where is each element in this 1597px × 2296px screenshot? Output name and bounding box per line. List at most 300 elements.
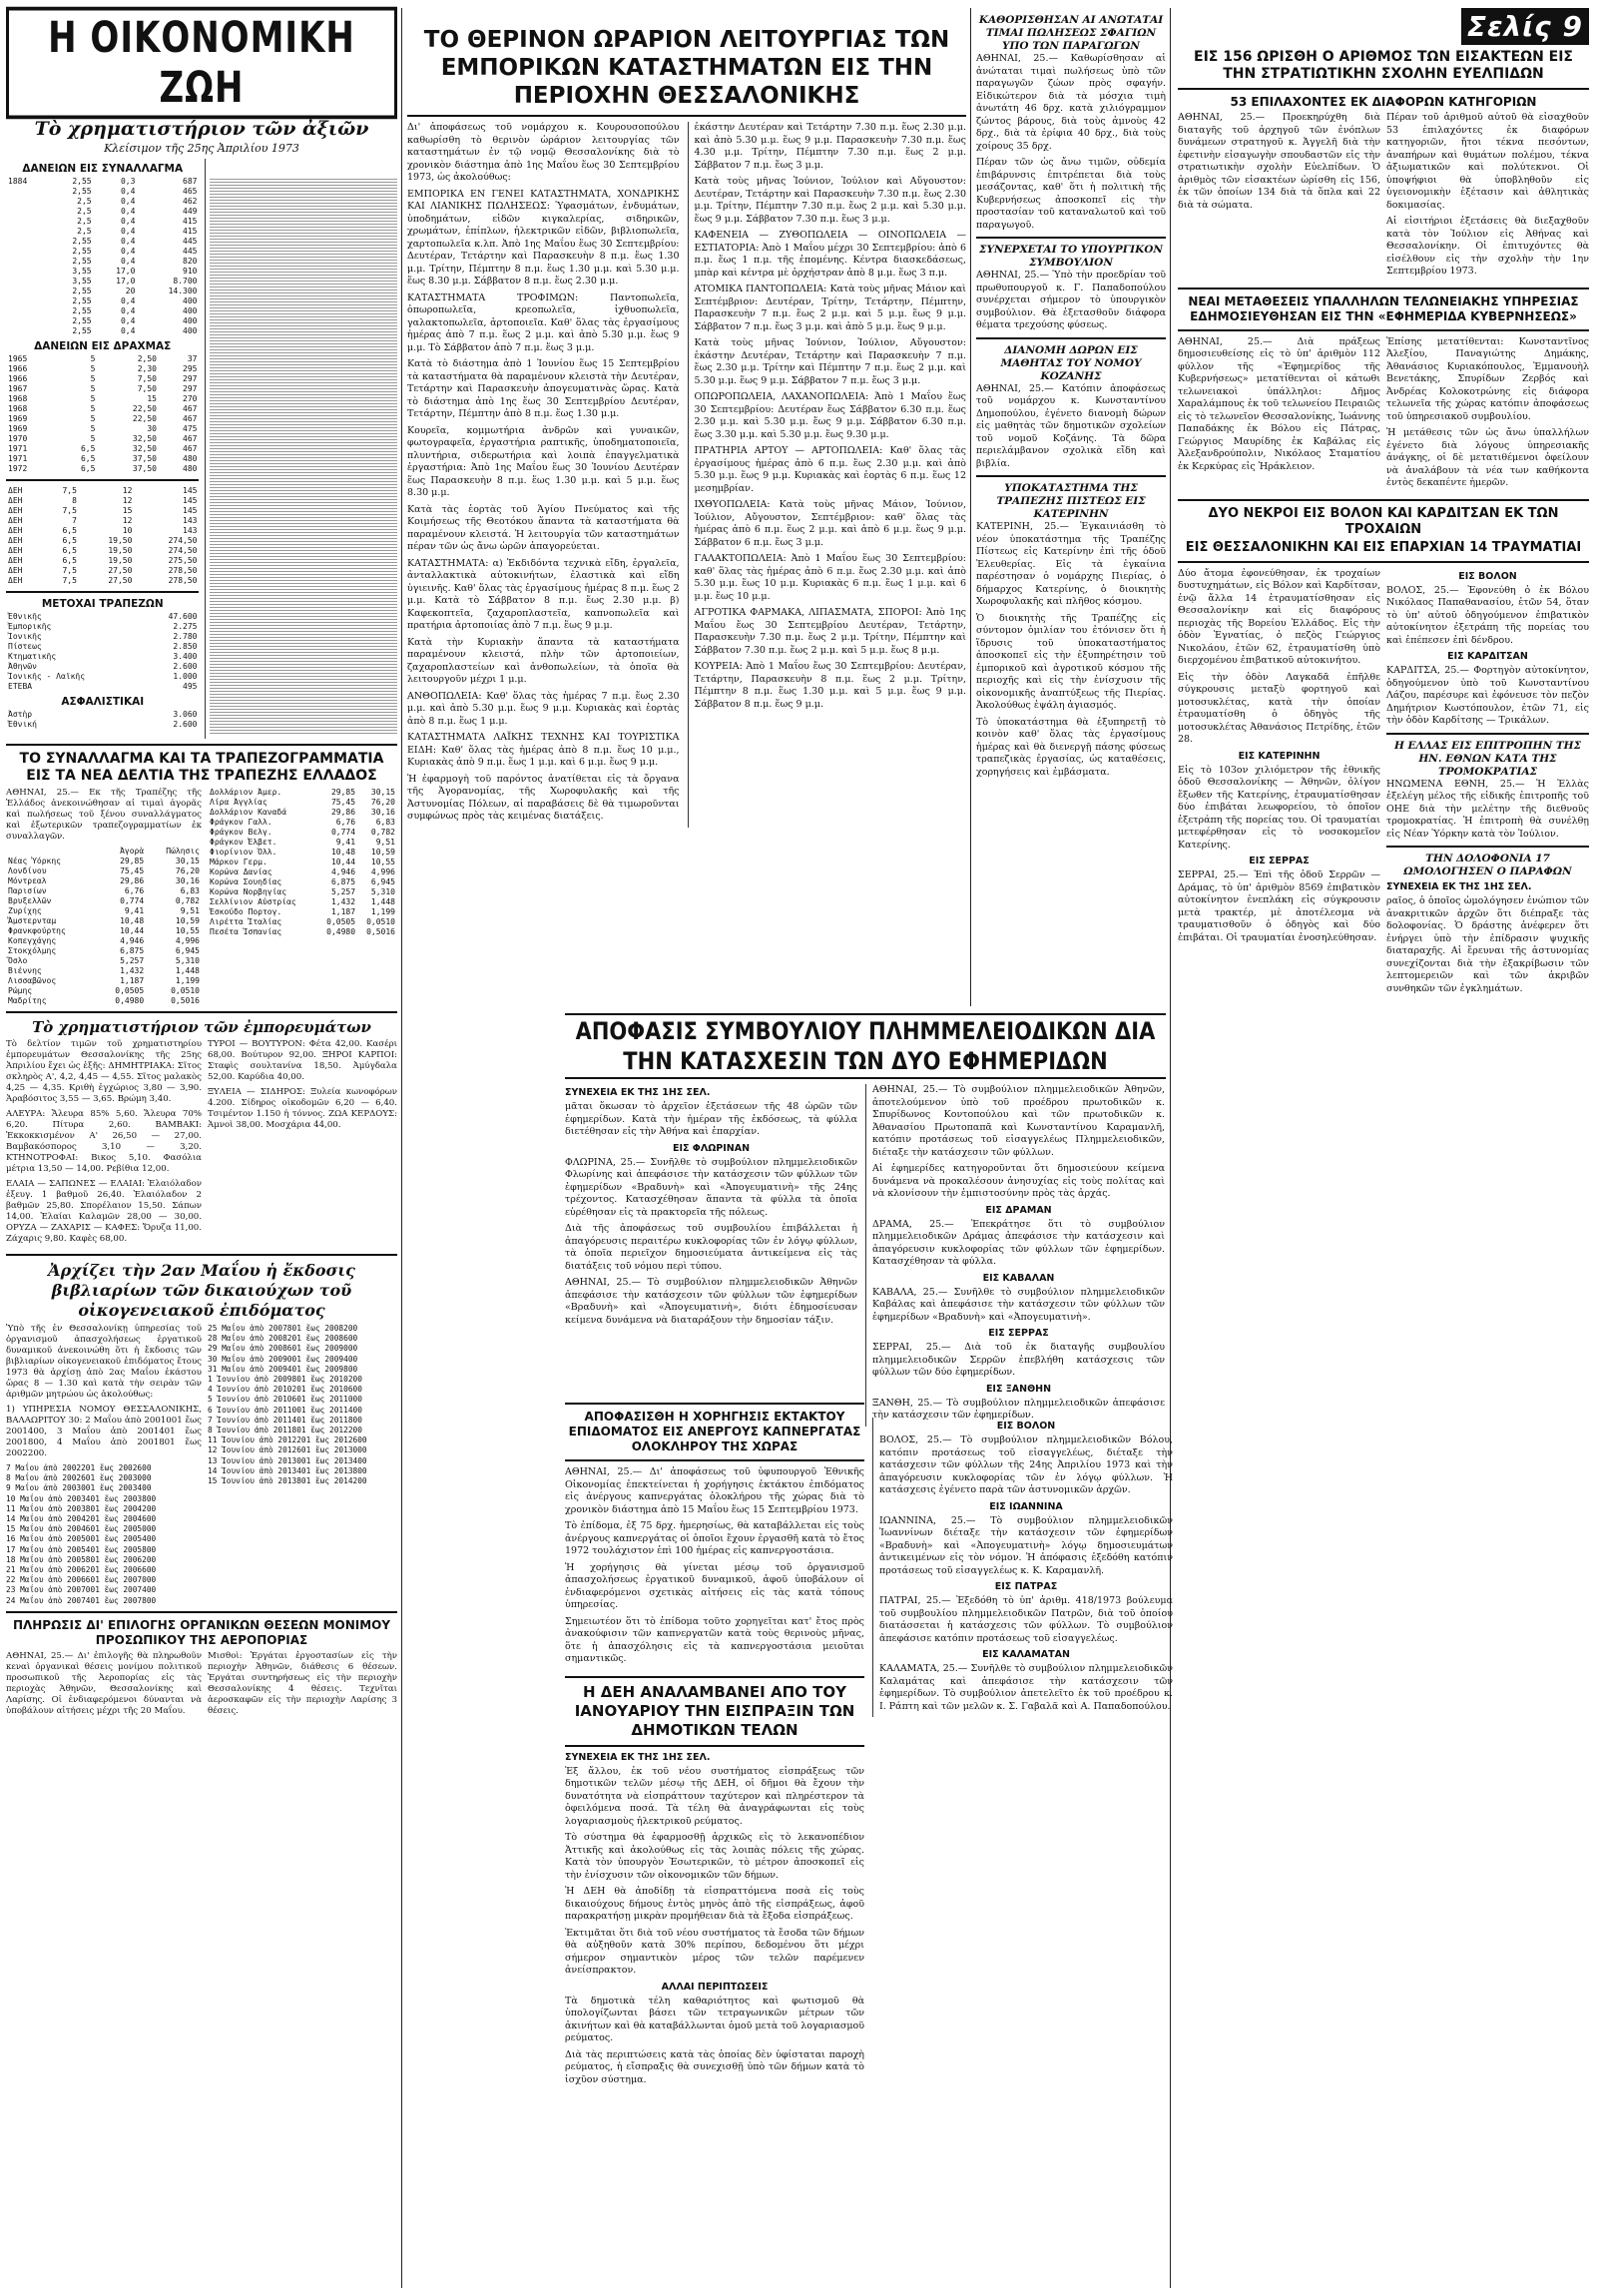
court-sec-xanthi: ΕΙΣ ΞΑΝΘΗΝ	[985, 1383, 1052, 1395]
shop-hours-c3-p6: ΟΠΩΡΟΠΩΛΕΙΑ, ΛΑΧΑΝΟΠΩΛΕΙΑ: Ἀπὸ 1 Μαΐου ἕως 30 Σεπτεμβρίου: Δευτέραν ἕως Σάββατον 6.30 π.μ. ἕως 2.30 μ.μ. καὶ 5.30 μ.μ. ἕως 9 μ.μ. Σάββατον 6.30 π.μ. ἕως 3.30 μ.μ. καὶ 5.30 μ.μ. ἕως 9.30 μ.μ.	[694, 391, 966, 440]
quote-cell: Ἰονικῆς - Λαϊκῆς	[8, 672, 86, 681]
deh-p5: Τὰ δημοτικὰ τέλη καθαριότητος καὶ φωτισμοῦ θὰ ὑπολογίζωνται βάσει τῶν τετραγωνικῶν μέτρων τῶν ἀκινήτων καὶ θὰ καταβάλλωνται ὁμοῦ μετὰ τοῦ λογαριασμοῦ ρεύματος.	[565, 1995, 864, 2043]
quote-cell: Μαδρίτης	[8, 996, 47, 1005]
quote-row	[6, 384, 199, 394]
schedule-entry: 17 Μαΐου ἀπὸ 2005401 ἕως 2005800	[6, 1544, 157, 1554]
quote-cell: 467	[183, 434, 198, 443]
murder-p: ραῖος, ὁ ὁποῖος ὡμολόγησεν ἐνώπιον τῶν ἀνακριτικῶν ἀρχῶν ὅτι διέπραξε τὰς δολοφονίας. Ὁ δράστης ἀνέφερεν ὅτι ἐνήργει ὑπὸ τὴν ἐπίδρασιν ψυχικῆς διαταραχῆς. Αἱ ἔρευναι τῆς ἀστυνομίας συνεχίζονται διὰ τὴν ἐξακρίβωσιν τῶν λεπτομερειῶν καὶ τῶν ἀκριβῶν συνθηκῶν τῶν ἐγκλημάτων.	[1386, 895, 1589, 994]
quote-cell: 12	[122, 496, 133, 505]
quote-cell: 75,45	[120, 866, 145, 875]
quote-cell: 7	[72, 516, 77, 525]
quote-row	[6, 612, 199, 622]
quote-cell: 275,50	[168, 556, 198, 565]
quote-cell: 5,310	[370, 887, 395, 896]
quote-row	[208, 927, 397, 937]
quote-cell: 6,875	[330, 877, 356, 886]
quote-cell: Ἀθηνῶν	[8, 662, 37, 671]
shop-hours-c3-p7: ΠΡΑΤΗΡΙΑ ΑΡΤΟΥ — ΑΡΤΟΠΩΛΕΙΑ: Καθ' ὅλας τὰς ἐργασίμους ἡμέρας ἀπὸ 6 π.μ. ἕως 2.30 μ.μ. καὶ ἀπὸ 5.30 μ.μ. ἕως 9 μ.μ. Κυριακὰς καὶ ἑορτὰς 6 π.μ. ἕως 12 μεσημβρίαν.	[694, 445, 966, 494]
quote-cell: 1971	[8, 444, 28, 453]
quote-cell	[6, 257, 50, 267]
quote-cell: Στοκχόλμης	[8, 946, 57, 955]
bank-branch-p3: Τὸ ὑποκατάστημα θὰ ἐξυπηρετῇ τὸ κοινὸν καθ' ὅλας τὰς ἐργασίμους ἡμέρας καὶ θὰ διενεργῇ πάσης φύσεως τραπεζικὰς ἐργασίας, ὡς καταθέσεις, χορηγήσεις καὶ ἐμβάσματα.	[976, 716, 1166, 778]
schedule-entry: 7 Ἰουνίου ἀπὸ 2011401 ἕως 2011800	[208, 1415, 362, 1425]
quote-cell: 400	[183, 316, 198, 325]
quote-row	[208, 798, 397, 808]
quote-cell: Ζυρίχης	[8, 906, 42, 915]
quote-cell	[6, 277, 50, 287]
quote-cell: Σελλίνιον Αὐστρίας	[210, 897, 296, 906]
bank-branch-title: ΥΠΟΚΑΤΑΣΤΗΜΑ ΤΗΣ ΤΡΑΠΕΖΗΣ ΠΙΣΤΕΩΣ ΕΙΣ ΚΑΤΕΡΙΝΗΝ	[996, 482, 1146, 520]
quote-cell: 1,199	[175, 976, 200, 985]
quote-cell: 1972	[8, 464, 28, 473]
quote-cell	[6, 227, 50, 237]
quote-row	[6, 886, 202, 896]
allowance-schedule-b	[208, 1324, 397, 1486]
quote-cell: 0,774	[330, 828, 356, 837]
quote-cell: 30,15	[175, 857, 200, 865]
quote-cell: 0,4	[120, 227, 136, 236]
quote-row	[6, 876, 202, 886]
quote-cell: 687	[183, 177, 198, 186]
quote-cell: 0,0505	[115, 986, 145, 995]
shop-hours-p11: Ἡ ἐφαρμογὴ τοῦ παρόντος ἀνατίθεται εἰς τὰ ὄργανα τῆς Ἀγορανομίας, τῆς Χωροφυλακῆς καὶ τῆς Ἀστυνομίας Πόλεων, αἱ παραβάσεις δὲ θὰ τιμωροῦνται συμφώνως πρὸς τὰς κειμένας διατάξεις.	[407, 773, 680, 822]
quote-cell: 297	[183, 374, 198, 383]
quote-cell: 480	[183, 464, 198, 473]
quote-row	[208, 808, 397, 818]
quote-cell: 6,5	[80, 464, 96, 473]
quote-cell: 32,50	[132, 444, 157, 453]
quote-cell: 2,5	[77, 207, 92, 216]
gazette-title: ΝΕΑΙ ΜΕΤΑΘΕΣΕΙΣ ΥΠΑΛΛΗΛΩΝ ΤΕΛΩΝΕΙΑΚΗΣ ΥΠΗΡΕΣΙΑΣ ΕΔΗΜΟΣΙΕΥΘΗΣΑΝ ΕΙΣ ΤΗΝ «ΕΦΗΜΕΡΙΔΑ ΚΥΒΕΡΝΗΣΕΩΣ»	[1188, 293, 1579, 323]
shop-hours-c3-p11: ΚΟΥΡΕΙΑ: Ἀπὸ 1 Μαΐου ἕως 30 Σεπτεμβρίου: Δευτέραν, Τετάρτην, Παρασκευὴν 8 π.μ. ἕως 2 μ.μ. Τρίτην, Πέμπτην 8 π.μ. ἕως 1.30 μ.μ. καὶ 5 μ.μ. ἕως 9 μ.μ. Σάββατον 8 π.μ. ἕως 9 μ.μ.	[694, 661, 966, 710]
quote-row	[6, 896, 202, 906]
schedule-entry: 23 Μαΐου ἀπὸ 2007001 ἕως 2007400	[6, 1585, 157, 1595]
quote-cell: 0,4980	[326, 927, 356, 936]
quote-cell: 19,50	[108, 556, 133, 565]
quote-cell: Λισσαβῶνος	[8, 976, 57, 985]
quote-row	[6, 526, 199, 536]
quote-cell: 480	[183, 454, 198, 463]
quote-cell: 5	[90, 424, 96, 433]
quote-cell: 7,5	[62, 576, 77, 585]
quote-cell: 0,5016	[366, 927, 395, 936]
quote-cell: 15	[147, 394, 157, 403]
loans-foreign-heading: ΔΑΝΕΙΩΝ ΕΙΣ ΣΥΝΑΛΛΑΓΜΑ	[22, 163, 184, 175]
quote-row	[208, 818, 397, 828]
quote-cell: 278,50	[168, 576, 198, 585]
accidents-volos: ΒΟΛΟΣ, 25.— Ἐφονεύθη ὁ ἐκ Βόλου Νικόλαος Παπαθανασίου, ἐτῶν 54, ὅταν τὸ ὑπ' αὐτοῦ ὁδηγούμενον ἐπιβατικὸν αὐτοκίνητον ἐξετράπη τῆς πορείας του καὶ ἐπέπεσεν ἐπὶ δένδρου.	[1386, 584, 1589, 646]
quote-row	[6, 326, 199, 336]
quote-cell: 0,0505	[326, 917, 356, 926]
column-finance	[6, 8, 397, 1721]
schedule-entry: 30 Μαΐου ἀπὸ 2009001 ἕως 2009400	[208, 1354, 358, 1364]
quote-cell: 1968	[8, 394, 28, 403]
quote-cell: 0,4	[120, 197, 136, 206]
quote-cell: ΕΤΕΒΑ	[8, 682, 33, 691]
quote-cell: 76,20	[370, 798, 395, 807]
quote-row	[6, 576, 199, 586]
quote-row	[6, 976, 202, 986]
quote-cell: 10,55	[370, 858, 395, 866]
quote-cell: 19,50	[108, 546, 133, 555]
quote-row	[6, 966, 202, 976]
quote-cell: 0,3	[120, 177, 136, 186]
quote-row	[6, 926, 202, 936]
accidents-title: ΔΥΟ ΝΕΚΡΟΙ ΕΙΣ ΒΟΛΟΝ ΚΑΙ ΚΑΡΔΙΤΣΑΝ ΕΚ ΤΩΝ ΤΡΟΧΑΙΩΝ	[1208, 505, 1559, 537]
quote-cell: 9,51	[375, 838, 395, 847]
court-sec-volos: ΕΙΣ ΒΟΛΟΝ	[996, 1421, 1056, 1432]
gazette-p2: Ἐπίσης μετατίθενται: Κωνσταντῖνος Ἀλεξίου, Παναγιώτης Δημάκης, Ἀθανάσιος Κυριακόπουλος, Ἐμμανουὴλ Βενετάκης, Σπυρίδων Ζερβός καὶ Ἀνδρέας Κολοκοτρώνης εἰς διάφορα τελωνεῖα τῆς χώρας κατόπιν ἀποφάσεως τοῦ ὑπηρεσιακοῦ συμβουλίου.	[1386, 335, 1589, 422]
quote-cell: 2,30	[137, 364, 157, 373]
evelpidon-title: ΕΙΣ 156 ΩΡΙΣΘΗ Ο ΑΡΙΘΜΟΣ ΤΩΝ ΕΙΣΑΚΤΕΩΝ ΕΙΣ ΤΗΝ ΣΤΡΑΤΙΩΤΙΚΗΝ ΣΧΟΛΗΝ ΕΥΕΛΠΙΔΩΝ	[1194, 49, 1573, 82]
meat-prices-title: ΚΑΘΟΡΙΣΘΗΣΑΝ ΑΙ ΑΝΩΤΑΤΑΙ ΤΙΜΑΙ ΠΩΛΗΣΕΩΣ ΣΦΑΓΙΩΝ ΥΠΟ ΤΩΝ ΠΑΡΑΓΩΓΩΝ	[978, 14, 1164, 52]
quote-cell: 6,83	[375, 818, 395, 827]
loans-drachma-table	[6, 354, 199, 474]
court2-p5: ΠΑΤΡΑΙ, 25.— Ἐξεδόθη τὸ ὑπ' ἀριθμ. 418/1973 βούλευμα τοῦ συμβουλίου πλημμελειοδικῶν Πατρῶν, διὰ τοῦ ὁποίου διατάσσεται ἡ κατάσχεσις τῶν φύλλων. Τὸ συμβούλιον ἀπεφάσισε κατόπιν προτάσεως τοῦ εἰσαγγελέως.	[879, 1595, 1173, 1644]
quote-cell: 465	[183, 187, 198, 196]
quote-row	[208, 788, 397, 798]
deh-title: Η ΔΕΗ ΑΝΑΛΑΜΒΑΝΕΙ ΑΠΟ ΤΟΥ ΙΑΝΟΥΑΡΙΟΥ ΤΗΝ ΕΙΣΠΡΑΞΙΝ ΤΩΝ ΔΗΜΟΤΙΚΩΝ ΤΕΛΩΝ	[574, 1682, 855, 1739]
quote-row	[6, 177, 199, 187]
airforce-text-2: Μισθοὶ: Ἐργάται ἐργοστασίων εἰς τὴν περιοχὴν Ἀθηνῶν, διάθεσις 6 θέσεων. Ἐργάται συντηρήσεως εἰς τὴν περιοχὴν Θεσσαλονίκης 4 θέσεις. Τεχνῖται ἀεροσκαφῶν εἰς τὴν περιοχὴν Λαρίσης 3 θέσεις.	[208, 1650, 397, 1716]
quote-cell: 47.600	[168, 612, 198, 621]
quote-cell: 17,0	[116, 277, 136, 286]
cabinet-p1: ΑΘΗΝΑΙ, 25.— Ὑπὸ τὴν προεδρίαν τοῦ πρωθυπουργοῦ κ. Γ. Παπαδοπούλου συνέρχεται σήμερον τὸ ὑπουργικὸν συμβούλιον. Θὰ ἐξετασθοῦν διάφορα θέματα τρεχούσης φύσεως.	[976, 270, 1166, 330]
allowance-schedule-a	[6, 1463, 202, 1606]
quote-cell: 76,20	[175, 866, 200, 875]
quote-cell: 274,50	[168, 546, 198, 555]
deh-p1: Ἐξ ἄλλου, ἐκ τοῦ νέου συστήματος εἰσπράξεως τῶν δημοτικῶν τελῶν μέσῳ τῆς ΔΕΗ, οἱ δῆμοι θὰ ἔχουν τὴν δυνατότητα νὰ εἰσπράττουν ταχύτερον καὶ πληρέστερον τὰ ὀφειλόμενα ποσά. Τὰ τέλη θὰ ἀναγράφωνται εἰς τοὺς λογαριασμοὺς ἠλεκτρικοῦ ρεύματος.	[565, 1765, 864, 1827]
murder-continued: ΣΥΝΕΧΕΙΑ ΕΚ ΤΗΣ 1ΗΣ ΣΕΛ.	[1386, 881, 1532, 892]
quote-cell: 2.600	[173, 720, 198, 729]
quote-cell: 1971	[8, 454, 28, 463]
shop-hours-c3-p10: ΑΓΡΟΤΙΚΑ ΦΑΡΜΑΚΑ, ΛΙΠΑΣΜΑΤΑ, ΣΠΟΡΟΙ: Ἀπὸ 1ης Μαΐου ἕως 30 Σεπτεμβρίου Δευτέραν, Τετάρτην, Παρασκευὴν 7.30 π.μ. ἕως 2 μ.μ. Τρίτην, Πέμπτην καὶ Σάββατον 7.30 π.μ. ἕως 2 μ.μ. καὶ 5 μ.μ. ἕως 8 μ.μ.	[694, 607, 966, 656]
quote-cell: 6,83	[180, 886, 200, 895]
terrorism-p: ΗΝΩΜΕΝΑ ΕΘΝΗ, 25.— Ἡ Ἑλλὰς ἐξελέγη μέλος τῆς εἰδικῆς ἐπιτροπῆς τοῦ ΟΗΕ διὰ τὴν μελέτην τῆς διεθνοῦς τρομοκρατίας. Ἡ ἐπιτροπὴ θὰ συνέλθῃ εἰς Νέαν Ὑόρκην κατὰ τὸν Ἰούλιον.	[1386, 778, 1589, 840]
quote-cell: 32,50	[132, 434, 157, 443]
quote-cell: 10,48	[120, 916, 145, 925]
quote-cell: 17,0	[116, 267, 136, 276]
accidents-sec-karditsa: ΕΙΣ ΚΑΡΔΙΤΣΑΝ	[1447, 651, 1528, 662]
stock-exchange-title: Τὸ χρηματιστήριον τῶν ἀξιῶν	[34, 118, 369, 140]
quote-cell: ΔΕΗ	[8, 556, 23, 565]
court-sec-patras: ΕΙΣ ΠΑΤΡΑΣ	[994, 1581, 1058, 1592]
quote-cell: 3.400	[173, 652, 198, 661]
quote-cell: Παρισίων	[8, 886, 47, 895]
meat-prices-p1: ΑΘΗΝΑΙ, 25.— Καθωρίσθησαν αἱ ἀνώταται τιμαὶ πωλήσεως ὑπὸ τῶν παραγωγῶν ζώων πρὸς σφαγήν. Εἰδικώτερον διὰ τὰ μόσχια τιμὴ ἀνωτάτη 46 δρχ. κατὰ χιλιόγραμμον ζώντος βάρους, διὰ τοὺς ἀμνοὺς 42 δρχ., διὰ τὰ ἐρίφια 40 δρχ., διὰ τοὺς χοίρους 35 δρχ.	[976, 53, 1166, 152]
evelpidon-p3: Αἱ εἰσιτήριοι ἐξετάσεις θὰ διεξαχθοῦν κατὰ τὸν Ἰούλιον εἰς Ἀθήνας καὶ Θεσσαλονίκην. Οἱ ἐπιτυχόντες θὰ εἰσέλθουν εἰς τὴν σχολὴν τὴν 1ην Σεπτεμβρίου 1973.	[1386, 216, 1589, 277]
quote-cell	[6, 267, 50, 277]
quote-cell: 297	[183, 384, 198, 393]
banknote-table	[208, 788, 397, 937]
quote-row	[208, 848, 397, 858]
shop-hours-c3-p5: Κατὰ τοὺς μῆνας Ἰούνιον, Ἰούλιον, Αὔγουστον: ἑκάστην Δευτέραν, Τετάρτην καὶ Παρασκευὴν 7 π.μ. ἕως 2.30 μ.μ. Τρίτην καὶ Πέμπτην 7 π.μ. ἕως 2 μ.μ. καὶ 5.30 μ.μ. ἕως 9 μ.μ. Σάββατον 7 π.μ. ἕως 3 μ.μ.	[694, 337, 966, 386]
airforce-text-1: ΑΘΗΝΑΙ, 25.— Δι' ἐπιλογῆς θὰ πληρωθοῦν κεναὶ ὀργανικαὶ θέσεις μονίμου πολιτικοῦ προσωπικοῦ τῆς Ἀεροπορίας εἰς τὰς περιοχὰς Ἀθηνῶν, Θεσσαλονίκης καὶ Λαρίσης. Οἱ ἐνδιαφερόμενοι δύνανται νὰ ὑποβάλουν αἰτήσεις μέχρι τῆς 20 Μαΐου.	[6, 1650, 202, 1716]
quote-cell: 20	[125, 287, 136, 295]
quote-cell: Φράγκον Ἐλβετ.	[210, 838, 277, 847]
court-sec-florina: ΕΙΣ ΦΛΩΡΙΝΑΝ	[672, 1142, 751, 1154]
court-p1: μᾶται ὅκωσαν τὸ ἀρχεῖον ἐξετάσεων τῆς 48 ὠρῶν τῶν ἐφημερίδων. Κατὰ τὴν ἡμέραν τῆς ἐκδόσεως, τὰ φύλλα διετέθησαν εἰς τὴν Ἀθήνα καὶ ἐπαρχίαν.	[565, 1101, 857, 1137]
quote-cell: 2,50	[137, 354, 157, 363]
quote-row	[6, 207, 199, 217]
industrial-shares-list	[210, 177, 397, 736]
quote-cell: 6,875	[120, 946, 145, 955]
quote-row	[6, 394, 199, 404]
quote-cell: ΔΕΗ	[8, 526, 23, 535]
quote-cell: 2,55	[72, 237, 92, 246]
unemployed-p2: Τὸ ἐπίδομα, ἐξ 75 δρχ. ἡμερησίως, θὰ καταβάλλεται εἰς τοὺς ἀνέργους καπνεργάτας οἱ ὁποῖοι ἔχουν ἐργασθῆ κατὰ τὸ ἔτος 1972 τουλάχιστον ἐπὶ 100 ἡμέρας εἰς καπνεργοστάσια.	[565, 1520, 864, 1556]
quote-cell: 8	[72, 496, 77, 505]
quote-cell: 415	[183, 227, 198, 236]
quote-cell: 143	[183, 526, 198, 535]
quote-cell: 29,85	[120, 857, 145, 865]
quote-row	[6, 287, 199, 296]
accidents-sec-serres: ΕΙΣ ΣΕΡΡΑΣ	[1249, 856, 1310, 866]
quote-cell: 3.060	[173, 710, 198, 719]
quote-cell: 278,50	[168, 566, 198, 575]
quote-cell: Κορώνα Δανίας	[210, 867, 272, 876]
allowance-intro: Ὑπὸ τῆς ἐν Θεσσαλονίκῃ ὑπηρεσίας τοῦ ὀργανισμοῦ ἀπασχολήσεως ἐργατικοῦ δυναμικοῦ ἀνεκοινώθη ὅτι ἡ ἔκδοσις τῶν βιβλιαρίων οἰκογενειακοῦ ἐπιδόματος ἔτους 1973 θὰ ἀρχίσῃ ἀπὸ 2ας Μαΐου ἑκάστου ὥρας 8 — 1.30 καὶ κατὰ τὴν σειρὰν τῶν ἀριθμῶν μητρώου ὡς ἀκολούθως:	[6, 1324, 202, 1400]
quote-cell: 14.300	[168, 287, 198, 295]
quote-row	[6, 672, 199, 682]
quote-cell: 6,5	[62, 546, 77, 555]
quote-cell: 12	[122, 516, 133, 525]
shop-hours-p2: ΕΜΠΟΡΙΚΑ ΕΝ ΓΕΝΕΙ ΚΑΤΑΣΤΗΜΑΤΑ, ΧΟΝΔΡΙΚΗΣ ΚΑΙ ΛΙΑΝΙΚΗΣ ΠΩΛΗΣΕΩΣ: Ὑφασμάτων, ἐνδυμάτων, ὑποδημάτων, εἰδῶν κιγκαλερίας, σιδηρικῶν, χρωμάτων, ἐπίπλων, ἠλεκτρικῶν εἰδῶν, βιβλιοπωλεῖα, χαρτοπωλεῖα κ.λπ. Ἀπὸ 1ης Μαΐου ἕως 30 Σεπτεμβρίου: Δευτέραν, Τετάρτην καὶ Παρασκευὴν 8 π.μ. ἕως 1.30 μ.μ. Τρίτην, Πέμπτην 8 π.μ. ἕως 1.30 μ.μ. καὶ 5.30 μ.μ. ἕως 8.30 μ.μ. Σάββατον 8 π.μ. ἕως 2.30 μ.μ.	[407, 188, 680, 287]
accidents-sec-volos: ΕΙΣ ΒΟΛΟΝ	[1458, 570, 1517, 582]
unemployed-title: ΑΠΟΦΑΣΙΣΘΗ Η ΧΟΡΗΓΗΣΙΣ ΕΚΤΑΚΤΟΥ ΕΠΙΔΟΜΑΤΟΣ ΕΙΣ ΑΝΕΡΓΟΥΣ ΚΑΠΝΕΡΓΑΤΑΣ ΟΛΟΚΛΗΡΟΥ ΤΗΣ ΧΩΡΑΣ	[568, 1410, 861, 1453]
deh-continued: ΣΥΝΕΧΕΙΑ ΕΚ ΤΗΣ 1ΗΣ ΣΕΛ.	[565, 1751, 711, 1763]
court-sec-kavala: ΕΙΣ ΚΑΒΑΛΑΝ	[982, 1272, 1055, 1284]
quote-cell: 0,0510	[366, 917, 395, 926]
shop-hours-c3-p9: ΓΑΛΑΚΤΟΠΩΛΕΙΑ: Ἀπὸ 1 Μαΐου ἕως 30 Σεπτεμβρίου: καθ' ὅλας τὰς ἡμέρας ἀπὸ 6 π.μ. ἕως 2.30 μ.μ. καὶ ἀπὸ 5.30 μ.μ. ἕως 10 μ.μ. Κυριακὰς 6 π.μ. ἕως 1 μ.μ. καὶ 6 μ.μ. ἕως 10 μ.μ.	[694, 553, 966, 602]
quote-cell: 0,782	[370, 828, 395, 837]
closing-date: Κλείσιμον τῆς 25ης Ἀπριλίου 1973	[104, 142, 299, 155]
shop-hours-c3-p2: Κατὰ τοὺς μῆνας Ἰούνιον, Ἰούλιον καὶ Αὔγουστον: Δευτέραν, Τετάρτην καὶ Παρασκευὴν 7.30 π.μ. ἕως 2.30 μ.μ. Τρίτην, Πέμπτην 7.30 π.μ. ἕως 2 μ.μ. καὶ 5.30 μ.μ. ἕως 9 μ.μ. Σάββατον 7.30 π.μ. ἕως 3 μ.μ.	[694, 176, 966, 225]
quote-cell: 1,432	[330, 897, 356, 906]
quote-cell: 7,5	[62, 486, 77, 495]
quote-row	[6, 237, 199, 247]
schedule-entry: 24 Μαΐου ἀπὸ 2007401 ἕως 2007800	[6, 1595, 157, 1605]
quote-cell: 15	[122, 506, 133, 515]
shop-hours-p8: Κατὰ τὴν Κυριακὴν ἅπαντα τὰ καταστήματα παραμένουν κλειστά, πλὴν τῶν ἀρτοποιείων, ζαχαροπλαστείων καὶ ἀνθοπωλείων, τὰ ὁποῖα θὰ λειτουργοῦν μέχρι 1 μ.μ.	[407, 636, 680, 685]
quote-cell: 495	[183, 682, 198, 691]
quote-row	[6, 936, 202, 946]
quote-row	[6, 267, 199, 277]
quote-row	[208, 838, 397, 848]
quote-cell: 37,50	[132, 454, 157, 463]
quote-cell: 2,55	[72, 306, 92, 315]
shop-hours-p10: ΚΑΤΑΣΤΗΜΑΤΑ ΛΑΪΚΗΣ ΤΕΧΝΗΣ ΚΑΙ ΤΟΥΡΙΣΤΙΚΑ ΕΙΔΗ: Καθ' ὅλας τὰς ἡμέρας ἀπὸ 8 π.μ. ἕως 10 μ.μ., Κυριακὰς ἀπὸ 9 π.μ. ἕως 1 μ.μ. καὶ 6 μ.μ. ἕως 9 μ.μ.	[407, 732, 680, 768]
quote-cell: Ἐθνικῆς	[8, 612, 42, 621]
quote-cell: 0,4980	[115, 996, 145, 1005]
quote-cell: Κορώνα Σουηδίας	[210, 877, 282, 886]
court-continued: ΣΥΝΕΧΕΙΑ ΕΚ ΤΗΣ 1ΗΣ ΣΕΛ.	[565, 1087, 711, 1098]
quote-row	[6, 316, 199, 326]
shop-hours-c3-p4: ΑΤΟΜΙΚΑ ΠΑΝΤΟΠΩΛΕΙΑ: Κατὰ τοὺς μῆνας Μάιον καὶ Σεπτέμβριον: Δευτέραν, Τρίτην, Τετάρτην, Πέμπτην, Παρασκευὴν 7 π.μ. ἕως 2 μ.μ. καὶ 5 μ.μ. ἕως 9 μ.μ. Σάββατον 7 π.μ. ἕως 3 μ.μ. καὶ ἀπὸ 5 μ.μ. ἕως 9 μ.μ.	[694, 284, 966, 332]
quote-cell: 400	[183, 326, 198, 335]
quote-cell	[6, 316, 50, 326]
court-p6: ΚΑΒΑΛΑ, 25.— Συνῆλθε τὸ συμβούλιον πλημμελειοδικῶν Καβάλας καὶ ἀπεφάσισε τὴν κατάσχεσιν τῶν φύλλων τῶν ἐφημερίδων «Βραδυνὴ» καὶ «Ἀπογευματινὴ».	[872, 1286, 1165, 1323]
court2-p3: ΒΟΛΟΣ, 25.— Τὸ συμβούλιον πλημμελειοδικῶν Βόλου, κατόπιν προτάσεως τοῦ εἰσαγγελέως, διέταξε τὴν κατάσχεσιν τῶν φύλλων τῆς 24ης Ἀπριλίου 1973 καὶ τὴν ἀπαγόρευσιν κυκλοφορίας τῶν ἐν λόγῳ φύλλων. Ἡ κατάσχεσις ἐγένετο παρὰ τῶν ἀστυνομικῶν ἀρχῶν.	[879, 1435, 1173, 1495]
unemployed-p4: Σημειωτέον ὅτι τὸ ἐπίδομα τοῦτο χορηγεῖται κατ' ἔτος πρὸς ἀνακούφισιν τῶν καπνεργατῶν κατὰ τοὺς θερινοὺς μῆνας, ὅτε ἡ ἀπασχόλησις εἰς τὰ καπνεργοστάσια μειοῦται σημαντικῶς.	[565, 1615, 864, 1664]
shop-hours-p7: ΚΑΤΑΣΤΗΜΑΤΑ: α) Ἐκδιδόντα τεχνικὰ εἴδη, ἐργαλεῖα, ἀνταλλακτικὰ αὐτοκινήτων, ἐλαστικὰ καὶ εἴδη ὑγιεινῆς. Καθ' ὅλας τὰς ἐργασίμους ἡμέρας 8 π.μ. ἕως 2 μ.μ. Κατὰ τὸ Σάββατον 8 π.μ. ἕως 2.30 μ.μ. β) Καφεκοπτεῖα, ζαχαροπλαστεῖα, καπνοπωλεῖα καὶ πρατήρια ἀρτοποιίας ἀπὸ 7 π.μ. ἕως 9 μ.μ.	[407, 557, 680, 631]
quote-cell: 145	[183, 496, 198, 505]
schedule-entry: 8 Ἰουνίου ἀπὸ 2011801 ἕως 2012200	[208, 1426, 362, 1435]
quote-row	[6, 464, 199, 474]
quote-cell: 29,85	[330, 788, 356, 797]
quote-cell: 2,55	[72, 187, 92, 196]
quote-cell: 2,55	[72, 247, 92, 256]
quote-cell: 449	[183, 207, 198, 216]
quote-cell: Ἄμστερνταμ	[8, 916, 57, 925]
quote-cell: ΔΕΗ	[8, 536, 23, 545]
quote-cell: ΔΕΗ	[8, 566, 23, 575]
court2-p1: ΑΘΗΝΑΙ, 25.— Τὸ συμβούλιον πλημμελειοδικῶν Ἀθηνῶν, ἀποτελούμενον ὑπὸ τοῦ προέδρου πρωτοδικῶν κ. Σπυρίδωνος Κοντοπούλου καὶ τῶν πρωτοδικῶν κ. Ἀθανασίου Πρωτοπαπᾶ καὶ Κωνσταντίνου Καραμανλῆ, κατόπιν προτάσεως τοῦ εἰσαγγελέως Πλημμελειοδικῶν, διέταξε τὴν κατάσχεσιν τῶν φύλλων.	[872, 1084, 1165, 1158]
quote-cell: 1,187	[120, 976, 145, 985]
quote-cell: ΔΕΗ	[8, 516, 23, 525]
loans-drachma-heading: ΔΑΝΕΙΩΝ ΕΙΣ ΔΡΑΧΜΑΣ	[34, 340, 172, 352]
quote-cell: 445	[183, 237, 198, 246]
commodity-text-4: ΤΥΡΟΙ — ΒΟΥΤΥΡΟΝ: Φέτα 42,00. Κασέρι 68,00. Βούτυρον 92,00. ΞΗΡΟΙ ΚΑΡΠΟΙ: Σταφὶς σουλτανίνα 18,50. Ἀμύγδαλα 52,00. Καρύδια 40,00.	[208, 1039, 397, 1082]
quote-cell: 910	[183, 267, 198, 276]
schedule-entry: 10 Μαΐου ἀπὸ 2003401 ἕως 2003800	[6, 1493, 157, 1503]
quote-cell: 274,50	[168, 536, 198, 545]
quote-cell	[6, 187, 50, 197]
quote-cell: 37	[187, 354, 198, 363]
quote-row	[208, 887, 397, 897]
court-continuation	[872, 1418, 1173, 1717]
quote-row	[6, 434, 199, 444]
column-divider	[970, 8, 971, 1006]
court-p7: ΣΕΡΡΑΙ, 25.— Διὰ τοῦ ἐκ διαταγῆς συμβουλίου πλημμελειοδικῶν Σερρῶν ἐπεβλήθη κατάσχεσις τῶν φύλλων τῶν δύο ἐφημερίδων.	[872, 1342, 1165, 1378]
quote-row	[6, 496, 199, 506]
quote-cell: 2,5	[77, 197, 92, 206]
quote-row	[208, 897, 397, 907]
quote-cell	[6, 847, 97, 857]
court-p5: ΔΡΑΜΑ, 25.— Ἐπεκράτησε ὅτι τὸ συμβούλιον πλημμελειοδικῶν Δράμας ἀπεφάσισε τὴν κατάσχεσιν καὶ ἀπαγόρευσιν κυκλοφορίας τῶν φύλλων τῶν ἐφημερίδων. Κατασχέθησαν τὰ φύλλα.	[872, 1218, 1165, 1267]
fx-table	[6, 847, 202, 1006]
quote-cell: Ἀστὴρ	[8, 710, 33, 719]
quote-cell: 27,50	[108, 566, 133, 575]
quote-row	[208, 828, 397, 838]
quote-cell: 12	[122, 486, 133, 495]
quote-row	[6, 546, 199, 556]
quote-cell: 1,448	[370, 897, 395, 906]
quote-cell: 1,187	[330, 907, 356, 916]
quote-cell: 6,76	[124, 886, 145, 895]
quote-cell: 400	[183, 296, 198, 305]
accidents-katerini: Εἰς τὸ 103ον χιλιόμετρον τῆς ἐθνικῆς ὁδοῦ Θεσσαλονίκης — Ἀθηνῶν, ὀλίγον ἔξωθεν τῆς Κατερίνης, ἐτραυματίσθησαν δύο ἐπιβάται λεωφορείου, τὸ ὁποῖον ἐξετράπη τῆς πορείας του. Οἱ τραυματίαι μετεφέρθησαν εἰς τὸ νοσοκομεῖον Κατερίνης.	[1178, 764, 1380, 851]
quote-cell: Ἐθνική	[8, 720, 37, 729]
quote-row	[6, 374, 199, 384]
loans-foreign-table	[6, 177, 199, 336]
accidents-serres: ΣΕΡΡΑΙ, 25.— Ἐπὶ τῆς ὁδοῦ Σερρῶν — Δράμας, τὸ ὑπ' ἀριθμὸν 8569 ἐπιβατικὸν αὐτοκίνητον ἐνεπλάκη εἰς σύγκρουσιν μετὰ τρακτέρ, μὲ ἀποτέλεσμα νὰ τραυματισθοῦν ὁ ὁδηγὸς καὶ δύο ἐπιβάται. Οἱ τραυματίαι ἐνοσηλεύθησαν.	[1178, 869, 1380, 943]
quote-cell: Φράγκον Βελγ.	[210, 828, 272, 837]
quote-row	[6, 296, 199, 306]
quote-cell: 1969	[8, 424, 28, 433]
quote-cell: 75,45	[330, 798, 356, 807]
quote-cell: 145	[183, 486, 198, 495]
quote-row	[6, 642, 199, 652]
finance-masthead: Η ΟΙΚΟΝΟΜΙΚΗ ΖΩΗ	[6, 7, 397, 120]
quote-cell: 0,4	[120, 237, 136, 246]
shop-hours-p9: ΑΝΘΟΠΩΛΕΙΑ: Καθ' ὅλας τὰς ἡμέρας 7 π.μ. ἕως 2.30 μ.μ. καὶ ἀπὸ 5.30 μ.μ. ἕως 9 μ.μ. Κυριακὰς καὶ ἑορτὰς ἀπὸ 8 π.μ. ἕως 1 μ.μ.	[407, 690, 680, 727]
shop-hours-c3-p1: ἑκάστην Δευτέραν καὶ Τετάρτην 7.30 π.μ. ἕως 2.30 μ.μ. καὶ ἀπὸ 5.30 μ.μ. ἕως 9 μ.μ. Παρασκευὴν 7.30 π.μ. ἕως 4.30 μ.μ. Τρίτην, Πέμπτην 7.30 π.μ. ἕως 2 μ.μ. Σάββατον 7 π.μ. ἕως 3 μ.μ.	[694, 122, 966, 171]
quote-cell: 27,50	[108, 576, 133, 585]
quote-cell: Μάρκον Γερμ.	[210, 858, 267, 866]
quote-cell: 4,946	[120, 936, 145, 945]
quote-row	[208, 867, 397, 877]
quote-row	[6, 516, 199, 526]
quote-cell	[6, 237, 50, 247]
quote-cell: Ἐμπορικῆς	[8, 622, 52, 631]
court-article	[565, 1008, 1166, 1427]
fx-title: ΤΟ ΣΥΝΑΛΛΑΓΜΑ ΚΑΙ ΤΑ ΤΡΑΠΕΖΟΓΡΑΜΜΑΤΙΑ ΕΙΣ ΤΑ ΝΕΑ ΔΕΛΤΙΑ ΤΗΣ ΤΡΑΠΕΖΗΣ ΕΛΛΑΔΟΣ	[19, 751, 384, 784]
quote-cell: 1884	[8, 177, 28, 186]
insurance-table	[6, 710, 199, 730]
quote-cell: Λονδίνου	[8, 866, 47, 875]
quote-row	[6, 257, 199, 267]
quote-row	[6, 710, 199, 720]
quote-cell: 1,432	[120, 966, 145, 975]
quote-cell: 0,4	[120, 247, 136, 256]
quote-cell: 270	[183, 394, 198, 403]
quote-cell: 1966	[8, 364, 28, 373]
quote-cell: 3,55	[72, 277, 92, 286]
quote-cell: 2,55	[72, 257, 92, 266]
quote-cell: 1966	[8, 374, 28, 383]
schedule-entry: 9 Μαΐου ἀπὸ 2003001 ἕως 2003400	[6, 1483, 152, 1493]
court2-p4: ΙΩΑΝΝΙΝΑ, 25.— Τὸ συμβούλιον πλημμελειοδικῶν Ἰωαννίνων διέταξε τὴν κατάσχεσιν τῶν ἐφημερίδων «Βραδυνὴ» καὶ «Ἀπογευματινὴ» λόγῳ δημοσιευμάτων ἀντικειμένων εἰς τὸν νόμον. Ἡ ἀπόφασις ἐξεδόθη κατόπιν προτάσεως τοῦ εἰσαγγελέως κ. Κ. Καραμανλῆ.	[879, 1514, 1173, 1576]
commodity-text-3: ΕΛΑΙΑ — ΣΑΠΩΝΕΣ — ΕΛΑΙΑΙ: Ἐλαιόλαδον ἐξευγ. 1 βαθμοῦ 26,40. Ἐλαιόλαδον 2 βαθμῶν 25,80. Σπορέλαιον 15,50. Σάπων 14,00. Ἐλαίαι Καλαμῶν 28,00 — 30,00. ΟΡΥΖΑ — ΖΑΧΑΡΙΣ — ΚΑΦΕΣ: Ὄρυζα 11,00. Ζάχαρις 9,80. Καφὲς 68,00.	[6, 1179, 202, 1244]
quote-cell: 0,4	[120, 217, 136, 226]
quote-row	[6, 454, 199, 464]
quote-cell: ΔΕΗ	[8, 496, 23, 505]
quote-cell: 2.275	[173, 622, 198, 631]
court-sec-serres: ΕΙΣ ΣΕΡΡΑΣ	[988, 1328, 1049, 1339]
quote-cell: 2,55	[72, 296, 92, 305]
quote-cell: 295	[183, 364, 198, 373]
schedule-entry: 31 Μαΐου ἀπὸ 2009401 ἕως 2009800	[208, 1364, 358, 1374]
court-p4: ΑΘΗΝΑΙ, 25.— Τὸ συμβούλιον πλημμελειοδικῶν Ἀθηνῶν ἀπεφάσισε τὴν κατάσχεσιν τῶν φύλλων τῶν ἐφημερίδων «Βραδυνὴ» καὶ «Ἀπογευματινὴ», διότι ἐδημοσίευσαν κείμενα δυνάμενα νὰ διαταράξουν τὴν δημοσίαν τάξιν.	[565, 1277, 857, 1326]
unemployed-article	[565, 1398, 864, 2090]
quote-row	[6, 566, 199, 576]
quote-cell: ΔΕΗ	[8, 576, 23, 585]
quote-cell: 4,996	[370, 867, 395, 876]
quote-row	[6, 682, 199, 692]
deh-p2: Τὸ σύστημα θὰ ἐφαρμοσθῇ ἀρχικῶς εἰς τὸ λεκανοπέδιον Ἀττικῆς καὶ ἀκολούθως εἰς τὰς λοιπὰς πόλεις τῆς χώρας. Κατὰ τὸν ὑπουργὸν Ἐσωτερικῶν, τὸ μέτρον ἀποσκοπεῖ εἰς τὴν ἐνίσχυσιν τῶν οἰκονομικῶν τῶν δήμων.	[565, 1832, 864, 1881]
evelpidon-subtitle: 53 ΕΠΙΛΑΧΟΝΤΕΣ ΕΚ ΔΙΑΦΟΡΩΝ ΚΑΤΗΓΟΡΙΩΝ	[1230, 95, 1537, 109]
quote-cell: Δολλάριον Ἀμερ.	[210, 788, 282, 797]
quote-cell: 10,59	[370, 848, 395, 857]
quote-cell: 10,59	[175, 916, 200, 925]
quote-cell: 5	[90, 384, 96, 393]
quote-cell: 400	[183, 306, 198, 315]
quote-cell: 5	[90, 374, 96, 383]
quote-cell: 1970	[8, 434, 28, 443]
shop-hours-p5: Κουρεῖα, κομμωτήρια ἀνδρῶν καὶ γυναικῶν, φωτογραφεῖα, ἐργαστήρια ραπτικῆς, ὑποδηματοποιεῖα, πλυντήρια, σιδερωτήρια καὶ λοιπὰ ἐπαγγελματικὰ ἐργαστήρια: Ἀπὸ 1ης Μαΐου ἕως 30 Ἰουνίου Δευτέραν ἕως Παρασκευὴν 8 π.μ. ἕως 1.30 μ.μ. καὶ 5 μ.μ. ἕως 8.30 μ.μ.	[407, 424, 680, 498]
insurance-heading: ΑΣΦΑΛΙΣΤΙΚΑΙ	[61, 696, 145, 708]
court-sec-drama: ΕΙΣ ΔΡΑΜΑΝ	[985, 1204, 1052, 1216]
quote-cell: 1,199	[370, 907, 395, 916]
quote-cell: 30,16	[175, 876, 200, 885]
unemployed-p1: ΑΘΗΝΑΙ, 25.— Δι' ἀποφάσεως τοῦ ὑφυπουργοῦ Ἐθνικῆς Οἰκονομίας ἐπεκτείνεται ἡ χορήγησις ἐκτάκτου ἐπιδόματος εἰς ἀνέργους καπνεργάτας ὁλοκλήρου τῆς χώρας διὰ τὸ χρονικὸν διάστημα ἀπὸ 15 Μαΐου ἕως 15 Σεπτεμβρίου 1973.	[565, 1466, 864, 1515]
quote-cell: 37,50	[132, 464, 157, 473]
schedule-entry: 13 Ἰουνίου ἀπὸ 2013001 ἕως 2013400	[208, 1455, 367, 1465]
quote-cell: 0,0510	[171, 986, 200, 995]
quote-cell: 5,257	[330, 887, 356, 896]
quote-cell: 10,55	[175, 926, 200, 935]
